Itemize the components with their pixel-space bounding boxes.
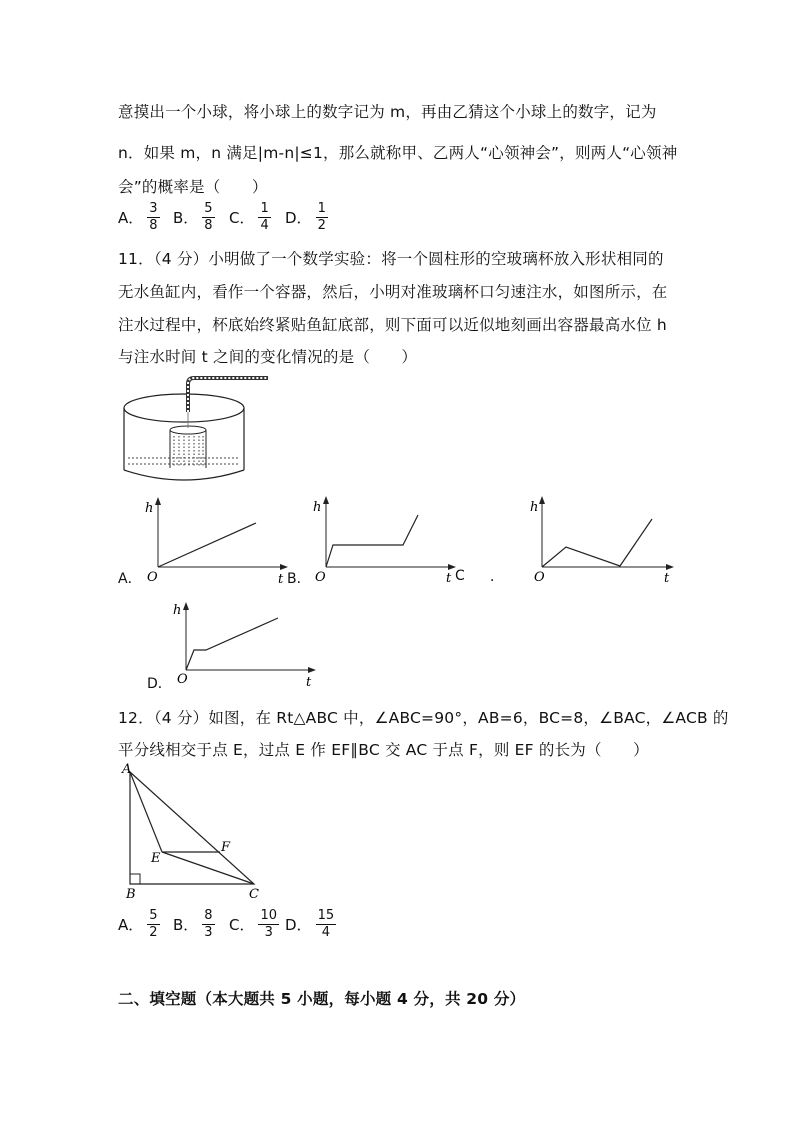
q12-option-c[interactable]: C． $\frac{10}{3}$ (229, 908, 278, 940)
graph-b (308, 492, 458, 584)
point-a-label: A (122, 762, 132, 777)
q12-line-2: 平分线相交于点 E，过点 E 作 EF∥BC 交 AC 于点 F，则 EF 的长为（ ） (118, 741, 649, 759)
fraction: $\frac{5}{2}$ (149, 908, 158, 940)
q11-line-1: 11．（4 分）小明做了一个数学实验：将一个圆柱形的空玻璃杯放入形状相同的 (118, 250, 664, 268)
axis-h-label: h (145, 501, 154, 516)
graph-d (168, 598, 318, 690)
q11-line-2: 无水鱼缸内，看作一个容器，然后，小明对准玻璃杯口匀速注水，如图所示，在 (118, 283, 668, 301)
point-e-label: E (151, 851, 161, 866)
fraction: $\frac{8}{3}$ (204, 908, 213, 940)
q12-line-1: 12．（4 分）如图，在 Rt△ABC 中，∠ABC=90°，AB=6，BC=8，∠BAC，∠ACB 的 (118, 709, 729, 727)
q10-option-c[interactable]: C． $\frac{1}{4}$ (229, 201, 269, 233)
axis-t-label: t (664, 571, 670, 584)
graph-a (140, 495, 290, 587)
q11-option-c-dot: ． (490, 569, 504, 585)
point-b-label: B (126, 887, 136, 902)
q12-option-a[interactable]: A． $\frac{5}{2}$ (118, 908, 158, 940)
axis-origin-label: O (147, 570, 158, 585)
q11-option-a[interactable]: A． (118, 571, 142, 587)
axis-origin-label: O (534, 570, 545, 584)
q11-option-d[interactable]: D． (147, 676, 172, 692)
fraction: $\frac{1}{2}$ (317, 201, 326, 233)
point-c-label: C (249, 887, 259, 902)
fish-tank-figure (118, 372, 288, 487)
axis-t-label: t (306, 675, 312, 690)
q11-line-4: 与注水时间 t 之间的变化情况的是（ ） (118, 348, 418, 366)
q11-option-b[interactable]: B． (287, 571, 311, 587)
fraction: $\frac{3}{8}$ (149, 201, 158, 233)
axis-origin-label: O (315, 570, 326, 584)
q11-option-c[interactable]: C (455, 568, 465, 584)
q12-option-d[interactable]: D． $\frac{15}{4}$ (285, 908, 335, 940)
q10-option-a[interactable]: A． $\frac{3}{8}$ (118, 201, 158, 233)
q10-line-2: n．如果 m，n 满足|m-n|≤1，那么就称甲、乙两人“心领神会”，则两人“心领神 (118, 144, 678, 162)
fraction: $\frac{5}{8}$ (204, 201, 213, 233)
graph-c (528, 492, 678, 584)
triangle-figure (118, 762, 278, 902)
q11-line-3: 注水过程中，杯底始终紧贴鱼缸底部，则下面可以近似地刻画出容器最高水位 h (118, 316, 667, 334)
section-2-heading: 二、填空题（本大题共 5 小题，每小题 4 分，共 20 分） (118, 990, 526, 1008)
q10-line-3: 会”的概率是（ ） (118, 178, 268, 196)
axis-origin-label: O (177, 672, 188, 687)
fraction: $\frac{15}{4}$ (317, 908, 335, 940)
fraction: $\frac{1}{4}$ (260, 201, 269, 233)
q10-option-b[interactable]: B． $\frac{5}{8}$ (173, 201, 213, 233)
axis-t-label: t (446, 571, 452, 584)
axis-h-label: h (173, 603, 182, 618)
q10-line-1: 意摸出一个小球，将小球上的数字记为 m，再由乙猜这个小球上的数字，记为 (118, 103, 657, 121)
axis-h-label: h (313, 500, 322, 515)
point-f-label: F (221, 840, 231, 855)
axis-t-label: t (278, 572, 284, 587)
q10-option-d[interactable]: D． $\frac{1}{2}$ (285, 201, 326, 233)
q12-option-b[interactable]: B． $\frac{8}{3}$ (173, 908, 213, 940)
fraction: $\frac{10}{3}$ (260, 908, 278, 940)
axis-h-label: h (530, 500, 539, 515)
